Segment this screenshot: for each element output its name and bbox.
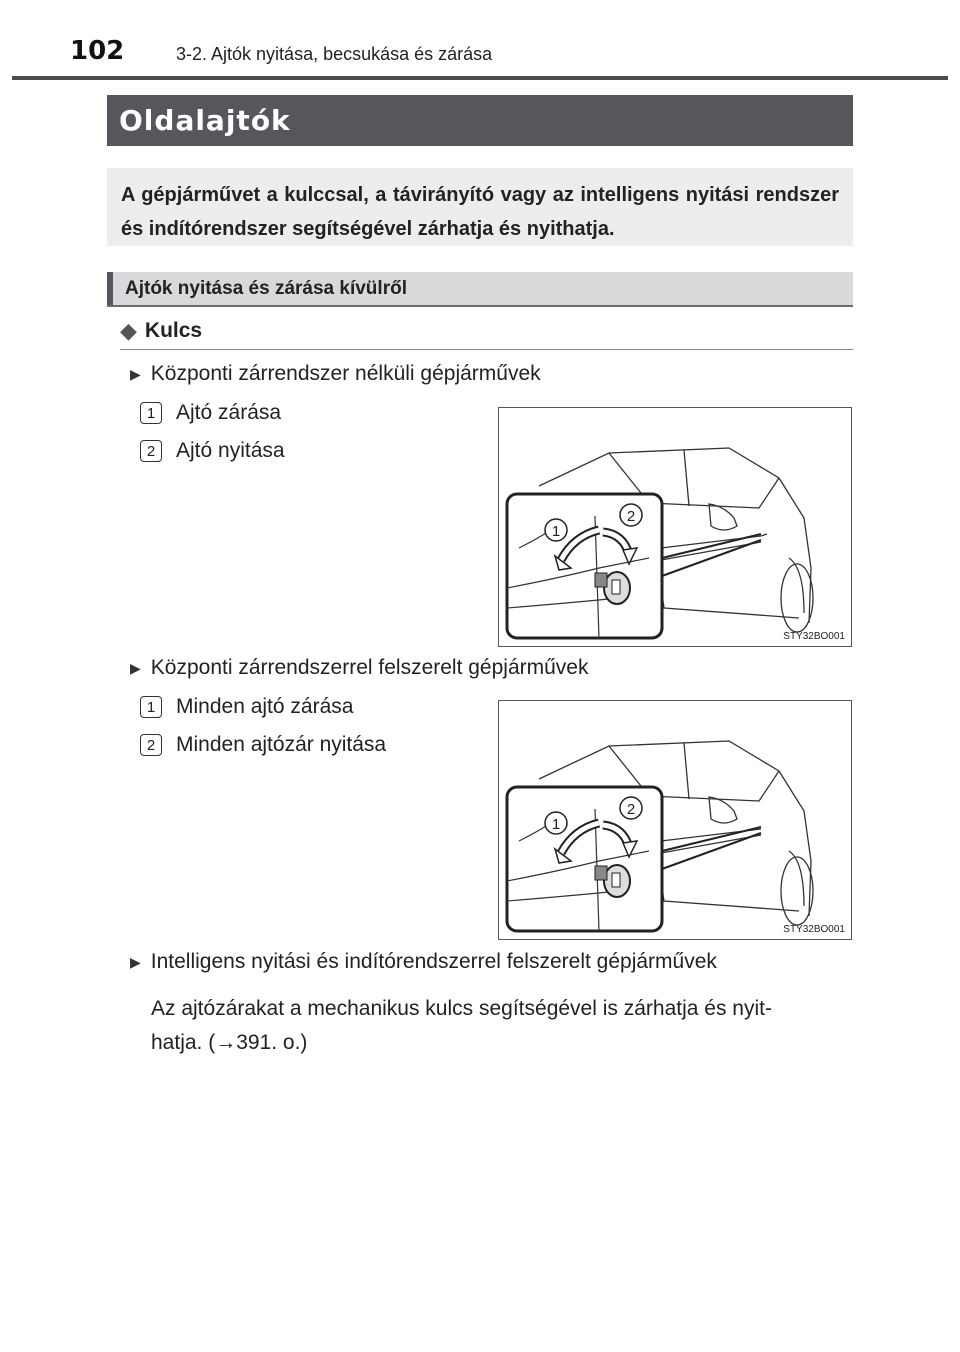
page-number: 102 [70,36,125,66]
step-text: Ajtó zárása [176,401,282,424]
running-head: 3-2. Ajtók nyitása, becsukása és zárása [176,44,493,64]
step-item [140,439,285,463]
triangle-right-icon: ▶ [130,659,141,676]
header-rule [12,76,948,80]
step-item [140,401,281,425]
list-item-central-locking [130,656,588,680]
intro-box [107,168,853,246]
subheading-kulcs [120,313,853,350]
smart-entry-note [151,992,851,1060]
figure-key-door-lock [498,407,852,647]
callout-number: 2 [626,508,636,525]
callout-number: 1 [551,816,561,833]
step-text: Minden ajtózár nyitása [176,733,387,756]
triangle-right-icon: ▶ [130,365,141,382]
note-line: Az ajtózárakat a mechanikus kulcs segítségével is zárhatja és nyit- [151,997,772,1020]
list-item-label: Intelligens nyitási és indítórendszerrel felszerelt gépjárművek [150,950,717,973]
intro-text: A gépjárművet a kulccsal, a távirányító vagy az intelligens nyitási rendszer és indítórendszer segítségével zárhatja és nyithatja. [121,184,839,240]
figure-key-central-lock [498,700,852,940]
list-item-label: Központi zárrendszer nélküli gépjárművek [150,362,541,385]
triangle-right-icon: ▶ [130,953,141,970]
step-text: Ajtó nyitása [176,439,285,462]
page-header [0,0,960,80]
step-text: Minden ajtó zárása [176,695,354,718]
figure-code: STY32BO001 [783,924,845,935]
diamond-icon: ◆ [120,318,137,343]
callout-number: 2 [626,801,636,818]
section-heading: Ajtók nyitása és zárása kívülről [125,277,407,299]
list-item-smart-entry [130,950,717,974]
figure-code: STY32BO001 [783,631,845,642]
subheading-text: Kulcs [144,319,203,342]
step-number: 1 [140,402,162,424]
step-number: 1 [140,696,162,718]
step-item [140,733,386,757]
step-item [140,695,353,719]
list-item-label: Központi zárrendszerrel felszerelt gépjárművek [150,656,589,679]
car-door-illustration [499,701,852,940]
list-item-no-central-locking [130,362,541,386]
note-line: hatja. (→391. o.) [151,1031,308,1054]
car-door-illustration [499,408,852,647]
step-number: 2 [140,734,162,756]
callout-number: 1 [551,523,561,540]
page-title-bar [107,95,853,146]
step-number: 2 [140,440,162,462]
section-heading-bar [107,272,853,307]
page-title: Oldalajtók [119,104,291,137]
